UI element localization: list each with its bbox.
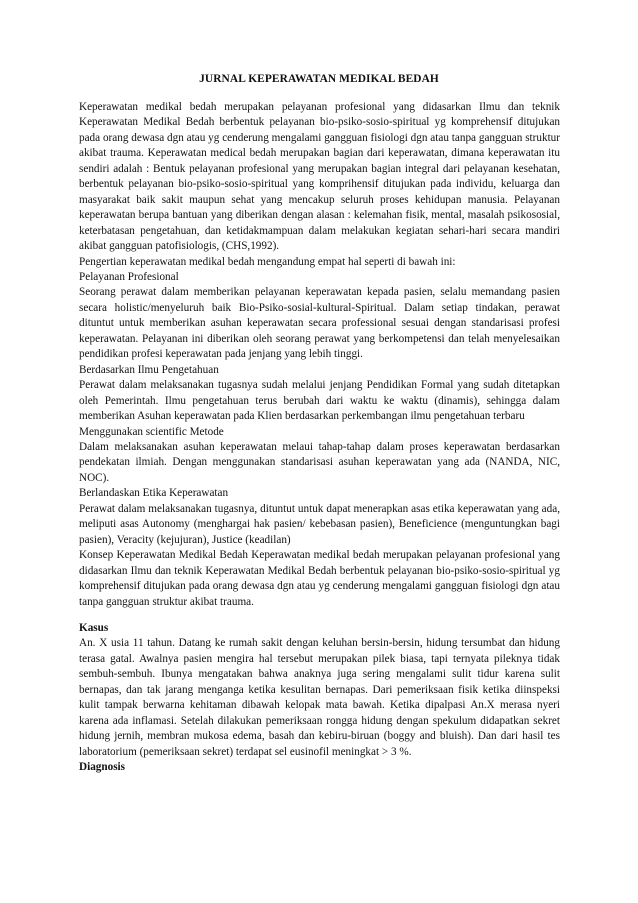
paragraph-etika-keperawatan: Perawat dalam melaksanakan tugasnya, dituntut untuk dapat menerapkan asas etika keperawatan yang ada, meliputi asas Autonomy (menghargai hak pasien/ kebebasan pasien), Beneficience (menguntungkan bagi pasien), Veracity (kejujuran), Justice (keadilan) [79, 502, 560, 546]
document-title: JURNAL KEPERAWATAN MEDIKAL BEDAH [199, 73, 439, 85]
subheading-etika-keperawatan: Berlandaskan Etika Keperawatan [79, 487, 229, 500]
subheading-ilmu-pengetahuan: Berdasarkan Ilmu Pengetahuan [79, 363, 219, 376]
kasus-heading: Kasus [79, 621, 109, 634]
paragraph-pelayanan-profesional: Seorang perawat dalam memberikan pelayanan keperawatan kepada pasien, selalu memandang pasien secara holistic/menyeluruh baik Bio-Psiko-sosial-kultural-Spiritual. Dalam setiap tindakan, perawat dituntut untuk memberikan asuhan keperawatan secara professional sesuai dengan standarisasi profesi keperawatan. Pelayanan ini diberikan oleh seorang perawat yang berkompetensi dan telah menyelesaikan pendidikan profesi keperawatan pada jenjang yang lebih tinggi. [79, 286, 560, 361]
subheading-scientific-metode: Menggunakan scientific Metode [79, 425, 224, 438]
paragraph-ilmu-pengetahuan: Perawat dalam melaksanakan tugasnya sudah melalui jenjang Pendidikan Formal yang sudah ditetapkan oleh Pemerintah. Ilmu pengetahuan terus berubah dari waktu ke waktu (dinamis), sehingga dalam memberikan Asuhan keperawatan pada Klien berdasarkan perkembangan ilmu pengetahuan terbaru [79, 379, 560, 423]
paragraph-scientific-metode: Dalam melaksanakan asuhan keperawatan melaui tahap-tahap dalam proses keperawatan berdasarkan pendekatan ilmiah. Dengan menggunakan standarisasi asuhan keperawatan yang ada (NANDA, NIC, NOC). [79, 440, 560, 484]
subheading-pelayanan-profesional: Pelayanan Profesional [79, 270, 179, 283]
document-body [79, 100, 560, 775]
paragraph-kasus: An. X usia 11 tahun. Datang ke rumah sakit dengan keluhan bersin-bersin, hidung tersumbat dan hidung terasa gatal. Awalnya pasien mengira hal tersebut merupakan pilek biasa, tapi ternyata pileknya tidak sembuh-sembuh. Ibunya mengatakan bahwa anaknya juga sering mengalami sulit tidur karena sulit bernapas, dan tak jarang menganga ketika kesulitan bernapas. Dari pemeriksaan fisik ketika diinspeksi kulit tampak berwarna kehitaman dibawah kelopak mata bawah. Ketika dipalpasi An.X merasa nyeri karena ada inflamasi. Setelah dilakukan pemeriksaan rongga hidung dengan spekulum didapatkan sekret hidung jernih, membran mukosa edema, basah dan kebiru-biruan (boggy and bluish). Dan dari hasil tes laboratorium (pemeriksaan sekret) terdapat sel eusinofil meningkat > 3 %. [79, 637, 560, 758]
paragraph-pengertian: Pengertian keperawatan medikal bedah mengandung empat hal seperti di bawah ini: [79, 255, 456, 268]
paragraph-konsep: Konsep Keperawatan Medikal Bedah Keperawatan medikal bedah merupakan pelayanan profesional yang didasarkan Ilmu dan teknik Keperawatan Medikal Bedah berbentuk pelayanan bio-psiko-sosio-spiritual yg komprehensif ditujukan pada orang dewasa dgn atau yg cenderung mengalami gangguan fisiologi dgn atau tanpa gangguan struktur akibat trauma. [79, 549, 560, 608]
paragraph-intro: Keperawatan medikal bedah merupakan pelayanan profesional yang didasarkan Ilmu dan teknik Keperawatan Medikal Bedah berbentuk pelayanan bio-psiko-sosio-spiritual yg komprehensif ditujukan pada orang dewasa dgn atau yg cenderung mengalami gangguan fisiologi dgn atau tanpa gangguan struktur akibat trauma. Keperawatan medical bedah merupakan bagian dari keperawatan, dimana keperawatan itu sendiri adalah : Bentuk pelayanan profesional yang merupakan bagian integral dari pelayanan kesehatan, berbentuk pelayanan bio-psiko-sosio-spiritual yang komprihensif ditujukan pada individu, keluarga dan masyarakat baik sakit maupun sehat yang mencakup seluruh proses kehidupan manusia. Pelayanan keperawatan berupa bantuan yang diberikan dengan alasan : kelemahan fisik, mental, masalah psikososial, keterbatasan pengetahuan, dan ketidakmampuan dalam melakukan kegiatan sehari-hari secara mandiri akibat gangguan patofisiologis, (CHS,1992). [79, 101, 560, 253]
diagnosis-heading: Diagnosis [79, 761, 126, 774]
